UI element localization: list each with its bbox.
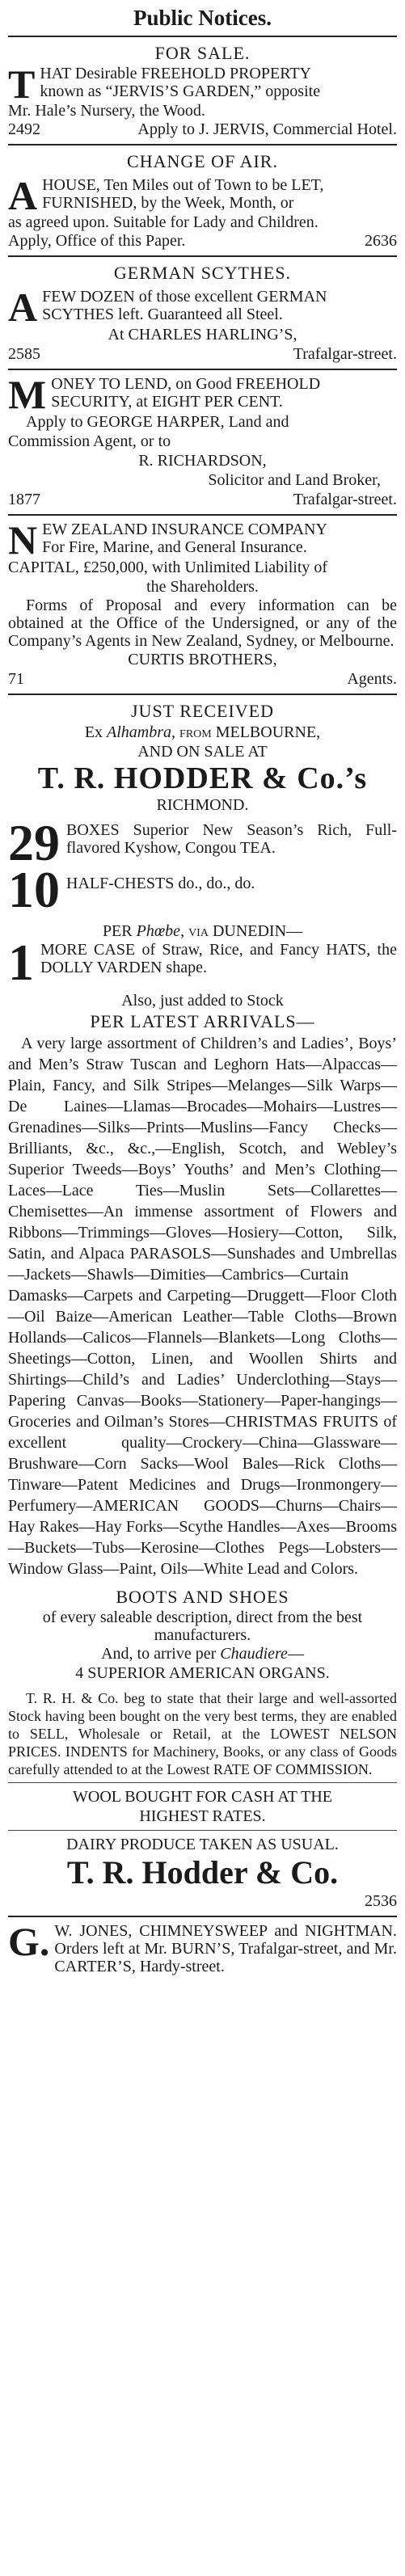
on-sale-line: AND ON SALE AT — [137, 743, 268, 761]
place-name: RICHMOND. — [156, 796, 249, 814]
ad-number: 2585 — [8, 345, 40, 363]
notice-line: R. RICHARDSON, — [138, 452, 267, 470]
notice-line: Solicitor and Land Broker, — [208, 471, 381, 489]
arrivals-list: A very large assortment of Children’s and Ladies’, Boys’ and Men’s Straw Tuscan and Leghorn Hats—Alpaccas—Plain, Fancy, and Silk Stripes—Melanges—Silk Warps—De Laines—Llamas—Brocades—Mohairs—Lustres—Grenadines—Silks—Prints—Muslins—Fancy Checks—Brilliants, &c., &c.,—English, Scotch, and Webley’s Superior Tweeds—Boys’ Youths’ and Men’s Clothing—Laces—Lace Ties—Muslin Sets—Collarettes—Chemisettes—An immense assortment of Flowers and Ribbons—Trimmings—Gloves—Hosiery—Cotton, Silk, Satin, and Alpaca PARASOLS—Sunshades and Umbrellas—Jackets—Shawls—Dimities—Cambrics—Curtain Damasks—Carpets and Carpeting—Druggett—Floor Cloth—Oil Baize—American Leather—Table Cloths—Brown Hollands—Calicos—Flannels—Blankets—Long Cloths—Sheetings—Cotton, Linen, and Woollen Shirts and Shirtings—Child’s and Ladies’ Underclothing—Stays—Papering Canvas—Books—Stationery—Paper-hangings—Groceries and Oilman’s Stores—CHRISTMAS FRUITS of excellent quality—Crockery—China—Glassware—Brushware—Corn Sacks—Wool Bales—Rick Cloths—Tinware—Patent Medicines and Drugs—Ironmongery—Perfumery—AMERICAN GOODS—Churns—Chairs—Hay Rakes—Hay Forks—Scythe Handles—Axes—Brooms—Buckets—Tubs—Kerosine—Clothes Pegs—Lobsters—Window Glass—Paint, Oils—White Lead and Colors. — [8, 1035, 397, 1578]
firm-name: T. R. HODDER & Co.’s — [37, 761, 368, 795]
item-half-chests — [8, 861, 397, 918]
per-prefix: PER — [102, 922, 133, 940]
notice-line: HAT Desirable FREEHOLD PROPERTY — [40, 65, 312, 82]
notice-line: Commission Agent, or to — [8, 432, 171, 450]
signature-line: CURTIS BROTHERS, — [128, 651, 277, 668]
hodder-notice-paragraph: T. R. H. & Co. beg to state that their large and well-assorted Stock having been bought on the very best terms, they are enabled to SELL, Wholesale or Retail, at the LOWEST NELSON PRICES. INDENTS for Machinery, Books, or any class of Goods carefully attended to at the Lowest RATE OF COMMISSION. — [8, 1690, 397, 1777]
wool-line: WOOL BOUGHT FOR CASH AT THE HIGHEST RATES. — [73, 1788, 332, 1825]
ad-number: 1877 — [8, 491, 40, 508]
firm-footer: T. R. Hodder & Co. — [66, 1854, 339, 1891]
divider — [8, 144, 397, 145]
notice-line: For Fire, Marine, and General Insurance. — [42, 538, 307, 556]
per-phoebe-line — [8, 921, 397, 941]
ex-prefix: Ex — [84, 723, 103, 741]
drop-cap: M — [8, 372, 47, 417]
divider — [8, 1782, 397, 1783]
from-port: , from MELBOURNE, — [171, 723, 321, 741]
item-hats — [8, 934, 397, 991]
latest-arrivals-heading: PER LATEST ARRIVALS— — [90, 1011, 315, 1031]
item-quantity: 29 — [8, 814, 60, 871]
street-line: Trafalgar-street. — [293, 345, 397, 363]
notice-line: as agreed upon. Suitable for Lady and Children. — [8, 213, 319, 231]
page-title: Public Notices. — [133, 6, 272, 30]
arrive-prefix: And, to arrive per — [101, 1645, 217, 1663]
hodder-advertisement — [8, 700, 397, 1911]
notice-line: CAPITAL, £250,000, with Unlimited Liability of — [8, 559, 328, 576]
item-tea-boxes — [8, 814, 397, 871]
divider — [8, 36, 397, 37]
via-port: , via DUNEDIN— — [180, 922, 303, 940]
just-received-heading: JUST RECEIVED — [131, 701, 274, 721]
notice-line: SCYTHES left. Guaranteed all Steel. — [42, 306, 283, 323]
notice-body — [8, 173, 397, 231]
organs-line: 4 SUPERIOR AMERICAN ORGANS. — [75, 1664, 330, 1682]
boots-subtext: of every saleable description, direct from the best manufacturers. — [42, 1608, 363, 1644]
divider — [8, 1916, 397, 1917]
divider — [8, 255, 397, 257]
notice-heading: GERMAN SCYTHES. — [113, 263, 292, 283]
ship-name: Alhambra — [107, 723, 172, 741]
for-sale-notice — [8, 42, 397, 139]
divider — [8, 1830, 397, 1831]
notice-line: Mr. Hale’s Nursery, the Wood. — [8, 102, 205, 120]
divider — [8, 369, 397, 370]
change-of-air-notice — [8, 150, 397, 251]
notice-footer — [8, 490, 397, 509]
notice-body — [8, 61, 397, 120]
agents-line: Agents. — [347, 670, 397, 688]
apply-line: Apply to J. JERVIS, Commercial Hotel. — [137, 120, 397, 138]
boots-heading: BOOTS AND SHOES — [116, 1587, 289, 1607]
notice-body — [8, 372, 397, 417]
also-line: Also, just added to Stock — [121, 992, 284, 1010]
divider — [8, 694, 397, 695]
notice-footer — [8, 120, 397, 139]
drop-cap: T — [8, 61, 36, 107]
ship-line — [8, 723, 397, 742]
drop-cap: A — [8, 173, 38, 218]
notice-body: W. JONES, CHIMNEYSWEEP and NIGHTMAN. Orders left at Mr. BURN’S, Trafalgar-street, and Mr. CARTER’S, Hardy-street. — [54, 1922, 397, 1975]
item-description: HALF-CHESTS do., do., do. — [66, 875, 255, 892]
notice-paragraph: Forms of Proposal and every information can be obtained at the Office of the Undersigned, or any of the Company’s Agents in New Zealand, Sydney, or Melbourne. — [8, 597, 397, 650]
notice-footer — [8, 669, 397, 689]
insurance-notice — [8, 517, 397, 689]
item-quantity: 10 — [8, 861, 60, 918]
notice-footer — [8, 344, 397, 364]
drop-cap: G. — [8, 1919, 50, 1964]
item-quantity: 1 — [8, 934, 34, 991]
arrive-suffix: — — [287, 1645, 304, 1663]
notice-line: ONEY TO LEND, on Good FREEHOLD — [51, 375, 321, 393]
item-description: MORE CASE of Straw, Rice, and Fancy HATS, the DOLLY VARDEN shape. — [40, 941, 397, 976]
ad-number: 71 — [8, 670, 24, 688]
drop-cap: N — [8, 517, 38, 563]
ad-number: 2536 — [365, 1892, 397, 1910]
notice-footer — [8, 231, 397, 251]
notice-line: known as “JERVIS’S GARDEN,” opposite — [40, 82, 321, 100]
notice-line: FURNISHED, by the Week, Month, or — [42, 194, 294, 212]
apply-line: Apply, Office of this Paper. — [8, 232, 186, 250]
drop-cap: A — [8, 285, 38, 330]
chimneysweep-notice — [8, 1919, 397, 1975]
item-description: BOXES Superior New Season’s Rich, Full-flavored Kyshow, Congou TEA. — [66, 821, 397, 857]
notice-line: At CHARLES HARLING’S, — [108, 326, 297, 344]
notice-line: EW ZEALAND INSURANCE COMPANY — [42, 521, 327, 538]
german-scythes-notice — [8, 262, 397, 364]
notice-body — [8, 517, 397, 563]
notice-body — [8, 285, 397, 330]
notice-line: the Shareholders. — [146, 578, 259, 596]
notice-line: Apply to GEORGE HARPER, Land and — [26, 413, 289, 431]
ship-name: Chaudiere — [220, 1645, 288, 1663]
money-to-lend-notice — [8, 372, 397, 509]
divider — [8, 514, 397, 516]
notice-heading: FOR SALE. — [154, 43, 251, 63]
notice-line: SECURITY, at EIGHT PER CENT. — [51, 393, 283, 411]
dairy-line: DAIRY PRODUCE TAKEN AS USUAL. — [66, 1836, 339, 1853]
arrive-line — [8, 1644, 397, 1663]
notice-line: FEW DOZEN of those excellent GERMAN — [42, 288, 327, 306]
ship-name: Phœbe — [136, 922, 181, 940]
street-line: Trafalgar-street. — [293, 491, 397, 508]
ad-number: 2636 — [365, 232, 397, 250]
notice-heading: CHANGE OF AIR. — [127, 151, 278, 171]
ad-number: 2492 — [8, 120, 40, 138]
notice-line: HOUSE, Ten Miles out of Town to be LET, — [42, 176, 324, 194]
